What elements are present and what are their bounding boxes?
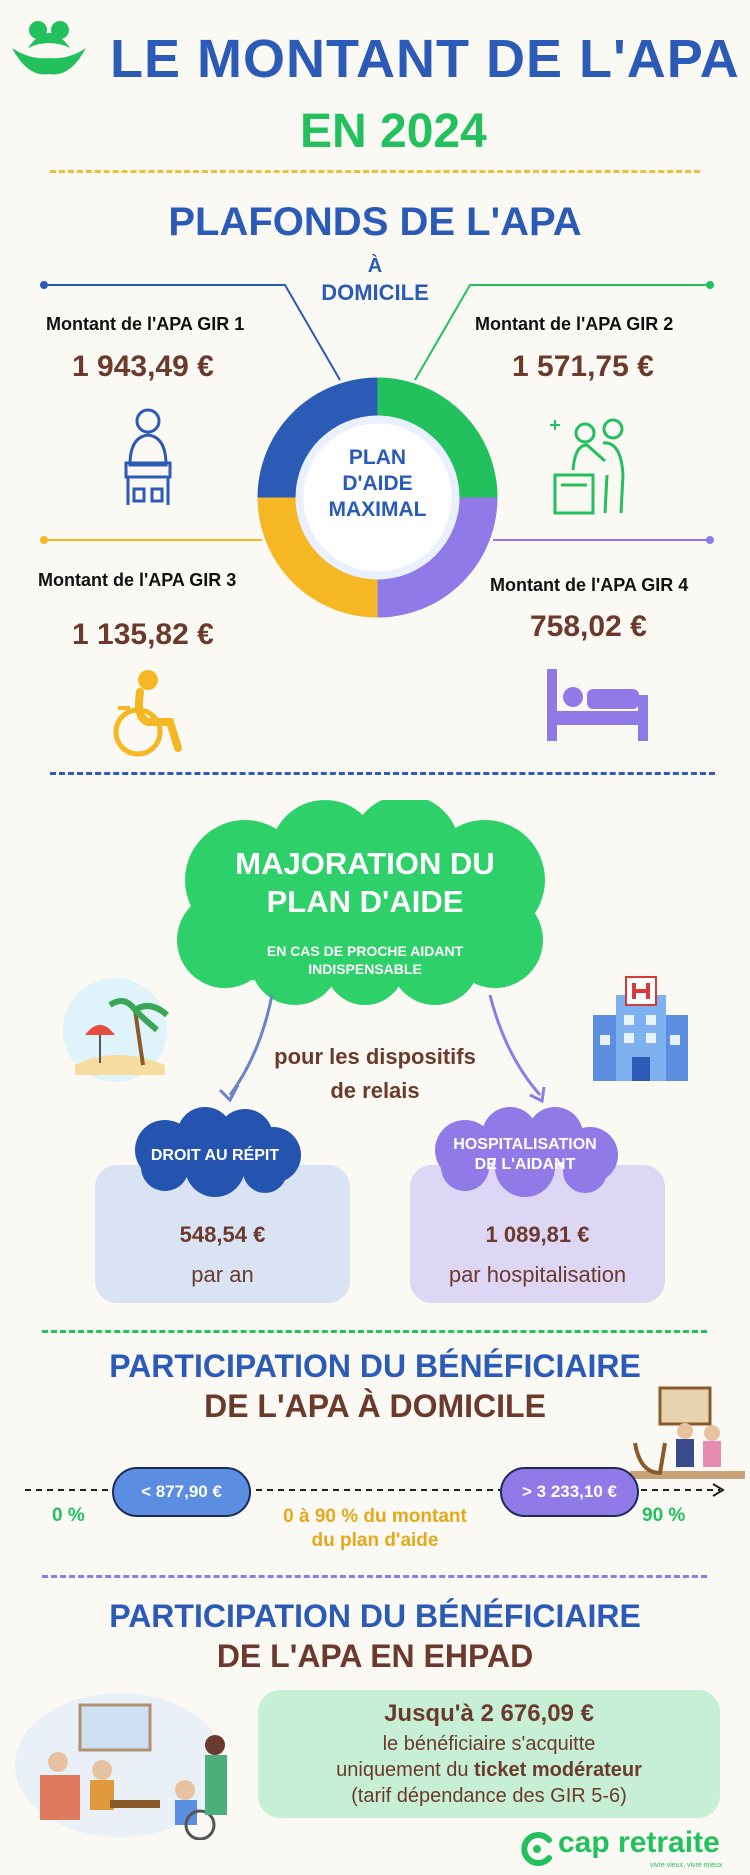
high-percent: 90 % xyxy=(642,1505,686,1526)
ehpad-line-3: (tarif dépendance des GIR 5-6) xyxy=(351,1785,627,1807)
divider xyxy=(50,170,700,173)
beach-icon xyxy=(55,975,180,1085)
elderly-couple-icon xyxy=(630,1383,745,1483)
range-text xyxy=(235,1505,515,1553)
majoration-title-1: MAJORATION DU xyxy=(235,846,495,881)
ehpad-title-2: DE L'APA EN EHPAD xyxy=(216,1638,534,1674)
gir3-label: Montant de l'APA GIR 3 xyxy=(38,570,237,590)
ehpad-title-1: PARTICIPATION DU BÉNÉFICIAIRE xyxy=(109,1598,641,1634)
page-title: LE MONTANT DE L'APA xyxy=(110,29,740,89)
majoration-sub-2: INDISPENSABLE xyxy=(308,961,422,977)
page-year: EN 2024 xyxy=(300,105,487,158)
majoration-title xyxy=(165,845,565,921)
caregiver-helping-elder-icon xyxy=(545,415,645,515)
cap-retraite-logo-icon xyxy=(520,1832,554,1866)
repit-value: 548,54 € xyxy=(179,1222,266,1247)
brand-hands-icon xyxy=(8,8,90,78)
plafonds-title: PLAFONDS DE L'APA xyxy=(168,200,582,244)
divider xyxy=(42,1575,707,1578)
hospitalisation-value: 1 089,81 € xyxy=(485,1222,590,1247)
ehpad-ticket: ticket modérateur xyxy=(474,1759,642,1781)
gir4-value: 758,02 € xyxy=(530,610,647,643)
repit-sub: par an xyxy=(191,1262,254,1287)
ehpad-line-1: le bénéficiaire s'acquitte xyxy=(382,1733,596,1755)
relais-line-1: pour les dispositifs xyxy=(274,1044,476,1069)
bed-icon xyxy=(545,665,650,745)
gir2-label: Montant de l'APA GIR 2 xyxy=(475,314,674,334)
hospital-icon xyxy=(588,975,693,1085)
gir2-value: 1 571,75 € xyxy=(512,350,654,383)
plafonds-subtitle-a: À xyxy=(367,255,383,277)
hospitalisation-title-1: HOSPITALISATION xyxy=(453,1136,597,1153)
low-percent: 0 % xyxy=(52,1505,85,1526)
divider xyxy=(50,772,715,775)
wheelchair-icon xyxy=(108,668,188,758)
logo-tagline: vivre vieux, vivre mieux xyxy=(650,1862,723,1869)
repit-title: DROIT AU RÉPIT xyxy=(150,1147,280,1164)
hospitalisation-sub: par hospitalisation xyxy=(448,1262,627,1287)
gir4-label: Montant de l'APA GIR 4 xyxy=(490,575,689,595)
center-line-1: PLAN xyxy=(348,446,407,469)
domicile-title-1: PARTICIPATION DU BÉNÉFICIAIRE xyxy=(109,1348,641,1384)
majoration-title-2: PLAN D'AIDE xyxy=(266,884,464,919)
low-threshold-pill: < 877,90 € xyxy=(112,1467,251,1517)
gir1-value: 1 943,49 € xyxy=(72,350,214,383)
high-threshold-pill: > 3 233,10 € xyxy=(500,1467,639,1517)
center-line-2: D'AIDE xyxy=(342,472,413,495)
hospitalisation-title-2: DE L'AIDANT xyxy=(474,1156,576,1173)
domicile-title-2: DE L'APA À DOMICILE xyxy=(204,1388,546,1424)
center-line-3: MAXIMAL xyxy=(328,498,427,521)
majoration-sub-1: EN CAS DE PROCHE AIDANT xyxy=(266,943,464,959)
gir1-label: Montant de l'APA GIR 1 xyxy=(46,314,245,334)
majoration-sub xyxy=(165,942,565,978)
divider xyxy=(42,1330,707,1333)
donut-center-label xyxy=(300,445,455,523)
gir3-value: 1 135,82 € xyxy=(72,618,214,651)
logo-name: cap retraite xyxy=(558,1826,720,1859)
range-line-1: 0 à 90 % du montant xyxy=(283,1506,467,1527)
ehpad-amount: Jusqu'à 2 676,09 € xyxy=(384,1700,594,1727)
range-line-2: du plan d'aide xyxy=(311,1530,439,1551)
elderly-woman-walker-icon xyxy=(118,405,178,510)
relais-text xyxy=(255,1040,495,1108)
hospitalisation-title xyxy=(425,1135,625,1175)
relais-line-2: de relais xyxy=(330,1078,420,1103)
ehpad-line-2 xyxy=(258,1759,720,1782)
ehpad-residents-icon xyxy=(10,1690,240,1840)
plafonds-subtitle-domicile: DOMICILE xyxy=(321,280,429,305)
ehpad-line-2-pre: uniquement du xyxy=(336,1759,475,1781)
